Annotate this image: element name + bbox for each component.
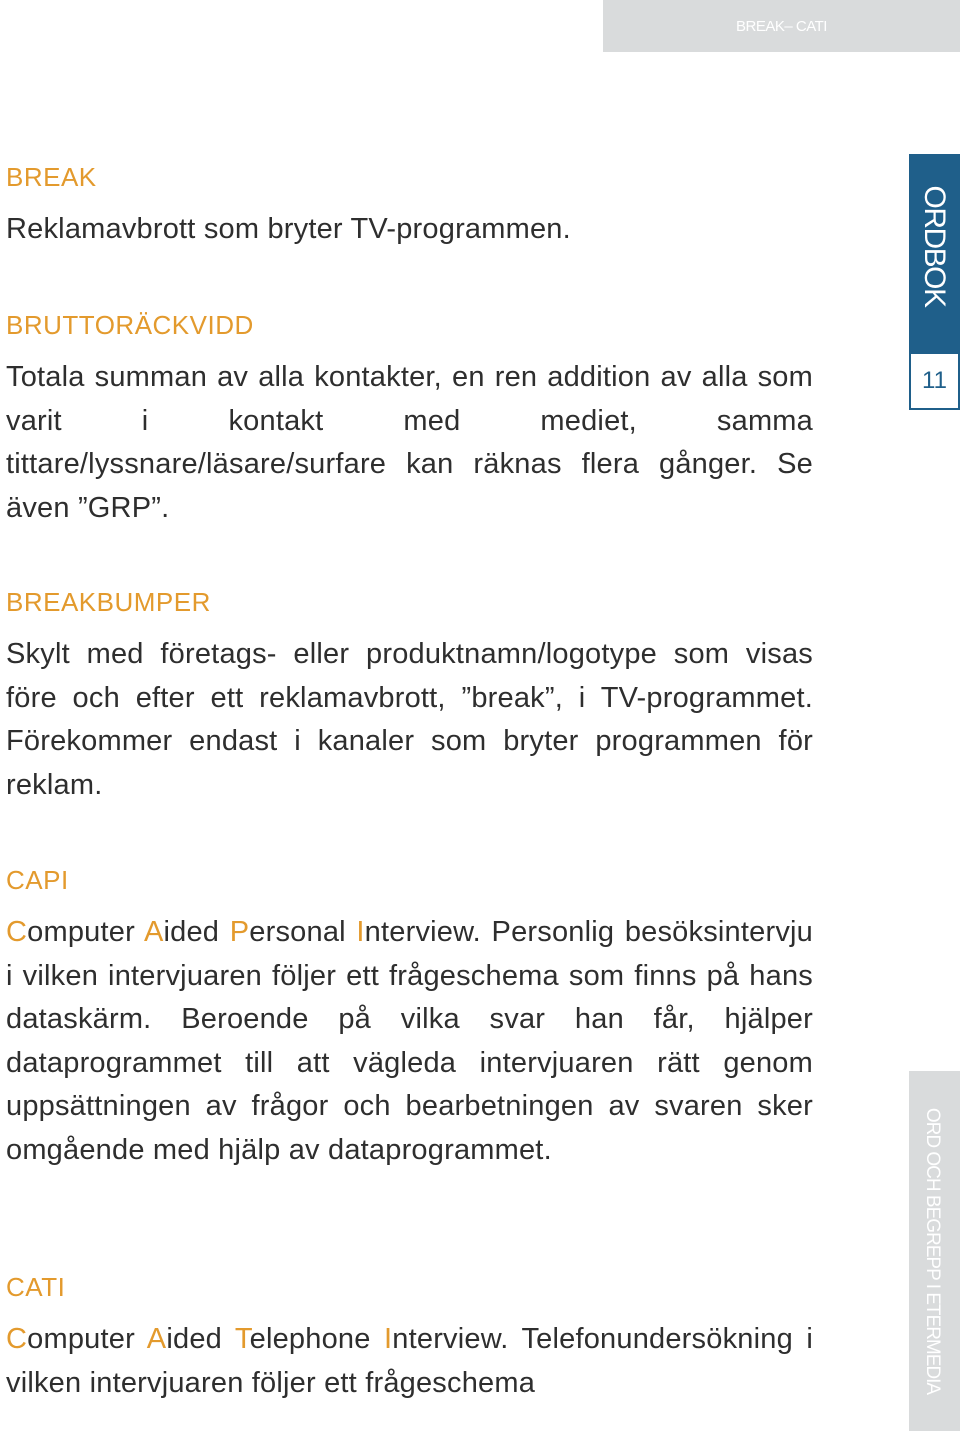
acronym-rest: nterview.: [364, 916, 481, 948]
entry-definition: Skylt med företags- eller produktnamn/logotype som visas före och efter ett reklamavbrott, ”break”, i TV-programmet. Förekommer endast i kanaler som bryter programmen för reklam.: [6, 638, 813, 801]
acronym-rest: ided: [166, 1323, 235, 1355]
definition-text: Personlig besöksintervju i vilken intervjuaren följer ett frågeschema som finns på hans dataskärm. Beroende på vilka svar han får, hjälper dataprogrammet till att vägleda intervjuaren rätt genom uppsättningen av frågor och bearbetningen av svaren sker omgående med hjälp av dataprogrammet.: [6, 916, 813, 1166]
acronym-initial: T: [234, 1323, 250, 1355]
acronym-rest: ided: [163, 916, 230, 948]
running-header: [603, 0, 960, 52]
acronym-initial: P: [229, 916, 250, 948]
acronym-initial: A: [146, 1323, 167, 1355]
acronym-rest: nterview.: [392, 1323, 509, 1355]
entry-bruttorackvidd: [6, 310, 813, 530]
entry-break: [6, 162, 813, 252]
acronym-initial: I: [384, 1323, 393, 1355]
running-title: BREAK– CATI: [736, 17, 827, 35]
acronym-initial: C: [6, 916, 28, 948]
entry-term: CAPI: [6, 865, 69, 895]
entry-term: CATI: [6, 1272, 66, 1302]
entry-breakbumper: [6, 587, 813, 807]
definition-text: Telefonundersökning i vilken intervjuaren följer ett frågeschema: [6, 1323, 813, 1399]
acronym-rest: ersonal: [249, 916, 357, 948]
entry-definition: [6, 1318, 813, 1405]
entry-term: BREAKBUMPER: [6, 587, 211, 617]
acronym-initial: C: [6, 1323, 28, 1355]
entry-cati: [6, 1272, 813, 1405]
entry-term: BRUTTORÄCKVIDD: [6, 310, 254, 340]
entry-term: BREAK: [6, 162, 97, 192]
acronym-rest: omputer: [27, 916, 144, 948]
book-label: ORD OCH BEGREPP I ETERMEDIA: [922, 1107, 943, 1395]
page-number: [909, 354, 960, 410]
acronym-rest: elephone: [249, 1323, 385, 1355]
entry-definition: Totala summan av alla kontakter, en ren addition av alla som varit i kontakt med mediet, samma tittare/lyssnare/läsare/surfare kan räknas flera gånger. Se även ”GRP”.: [6, 361, 813, 524]
entry-capi: [6, 865, 813, 1172]
page-number-text: 11: [922, 367, 947, 394]
acronym-initial: I: [356, 916, 365, 948]
entry-definition: [6, 911, 813, 1172]
entry-definition: Reklamavbrott som bryter TV-programmen.: [6, 213, 571, 245]
acronym-initial: A: [143, 916, 164, 948]
section-label: ORDBOK: [918, 185, 951, 307]
acronym-rest: omputer: [27, 1323, 147, 1355]
